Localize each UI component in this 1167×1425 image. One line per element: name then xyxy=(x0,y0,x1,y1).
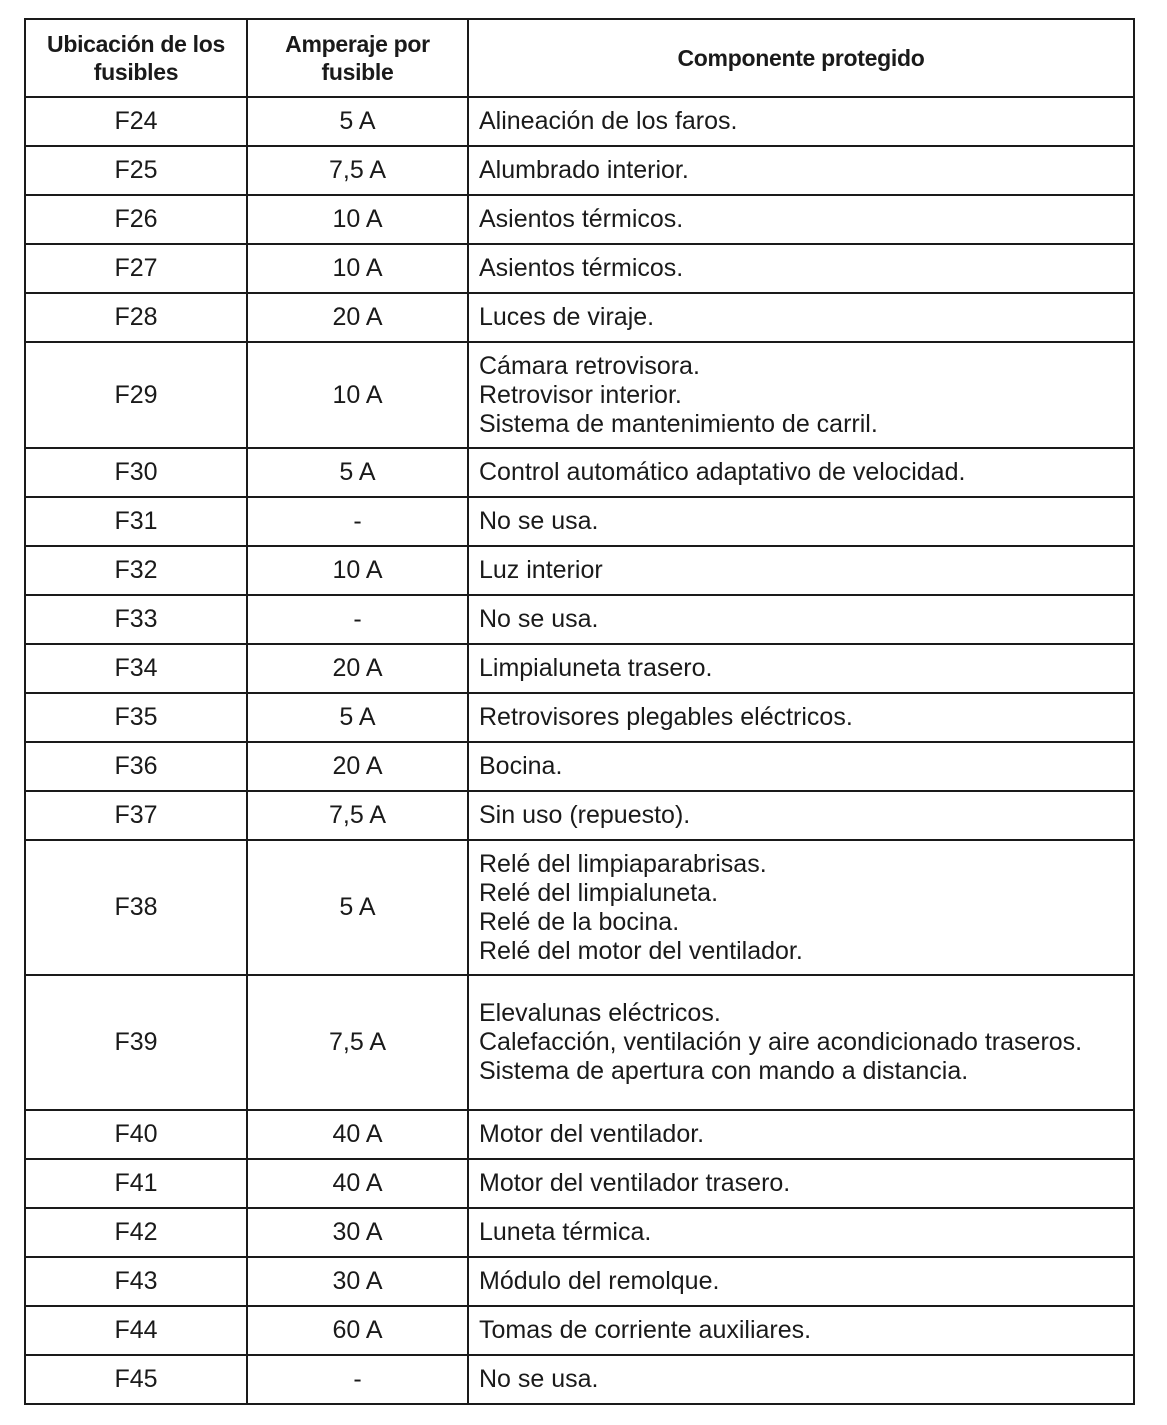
table-row xyxy=(25,1159,1134,1208)
header-amperage: Amperaje por fusible xyxy=(247,19,468,97)
fuse-location-cell: F30 xyxy=(25,448,247,497)
fuse-amperage-cell: 10 A xyxy=(247,342,468,448)
fuse-amperage-cell: 5 A xyxy=(247,840,468,975)
fuse-component-cell xyxy=(468,1257,1134,1306)
fuse-component-cell xyxy=(468,1110,1134,1159)
fuse-location-cell: F36 xyxy=(25,742,247,791)
table-row xyxy=(25,1110,1134,1159)
fuse-location-cell: F29 xyxy=(25,342,247,448)
fuse-component-cell xyxy=(468,244,1134,293)
fuse-location-cell: F39 xyxy=(25,975,247,1110)
table-row xyxy=(25,546,1134,595)
fuse-location-cell: F32 xyxy=(25,546,247,595)
component-line: Sin uso (repuesto). xyxy=(479,801,691,829)
component-line: Cámara retrovisora. xyxy=(479,351,700,380)
fuse-location-cell: F45 xyxy=(25,1355,247,1404)
component-line: Control automático adaptativo de velocidad. xyxy=(479,458,966,486)
fuse-component-cell xyxy=(468,293,1134,342)
fuse-amperage-cell: - xyxy=(247,595,468,644)
component-line: Luces de viraje. xyxy=(479,303,655,331)
component-line: Motor del ventilador. xyxy=(479,1120,705,1148)
fuse-component-cell xyxy=(468,975,1134,1110)
table-row xyxy=(25,644,1134,693)
fuse-amperage-cell: 40 A xyxy=(247,1159,468,1208)
component-line: Módulo del remolque. xyxy=(479,1267,720,1295)
fuse-amperage-cell: 7,5 A xyxy=(247,975,468,1110)
fuse-amperage-cell: 10 A xyxy=(247,195,468,244)
fuse-component-cell xyxy=(468,693,1134,742)
fuse-location-cell: F37 xyxy=(25,791,247,840)
table-row xyxy=(25,146,1134,195)
fuse-component-cell xyxy=(468,1306,1134,1355)
table-row xyxy=(25,244,1134,293)
fuse-component-cell xyxy=(468,644,1134,693)
table-row xyxy=(25,742,1134,791)
fuse-location-cell: F33 xyxy=(25,595,247,644)
table-row xyxy=(25,1257,1134,1306)
component-line: Retrovisor interior. xyxy=(479,380,682,409)
component-line: Limpialuneta trasero. xyxy=(479,654,713,682)
fuse-amperage-cell: 5 A xyxy=(247,448,468,497)
fuse-amperage-cell: 20 A xyxy=(247,742,468,791)
header-component: Componente protegido xyxy=(468,19,1134,97)
fuse-location-cell: F26 xyxy=(25,195,247,244)
header-row xyxy=(25,19,1134,97)
fuse-component-cell xyxy=(468,195,1134,244)
fuse-amperage-cell: 40 A xyxy=(247,1110,468,1159)
table-row xyxy=(25,448,1134,497)
fuse-location-cell: F24 xyxy=(25,97,247,146)
component-line: Relé del limpialuneta. xyxy=(479,878,719,907)
fuse-location-cell: F31 xyxy=(25,497,247,546)
header-location: Ubicación de los fusibles xyxy=(25,19,247,97)
component-line: Calefacción, ventilación y aire acondicionado traseros. xyxy=(479,1028,1083,1056)
table-row xyxy=(25,497,1134,546)
component-line: No se usa. xyxy=(479,507,599,535)
fuse-location-cell: F25 xyxy=(25,146,247,195)
fuse-location-cell: F34 xyxy=(25,644,247,693)
component-line: Relé del motor del ventilador. xyxy=(479,936,803,965)
component-line: Elevalunas eléctricos. xyxy=(479,999,721,1027)
fuse-component-cell xyxy=(468,146,1134,195)
fuse-amperage-cell: 10 A xyxy=(247,546,468,595)
fuse-location-cell: F40 xyxy=(25,1110,247,1159)
fuse-component-cell xyxy=(468,791,1134,840)
fuse-component-cell xyxy=(468,97,1134,146)
fuse-component-cell xyxy=(468,742,1134,791)
table-row xyxy=(25,195,1134,244)
fuse-component-cell xyxy=(468,595,1134,644)
component-line: Relé del limpiaparabrisas. xyxy=(479,849,767,878)
fuse-amperage-cell: 7,5 A xyxy=(247,146,468,195)
table-row xyxy=(25,595,1134,644)
fuse-component-cell xyxy=(468,342,1134,448)
component-line: No se usa. xyxy=(479,1365,599,1393)
component-line: Asientos térmicos. xyxy=(479,254,684,282)
fuse-location-cell: F43 xyxy=(25,1257,247,1306)
fuse-component-cell xyxy=(468,1355,1134,1404)
component-line: Luneta térmica. xyxy=(479,1218,652,1246)
fuse-amperage-cell: 20 A xyxy=(247,293,468,342)
component-line: Alineación de los faros. xyxy=(479,107,738,135)
fuse-component-cell xyxy=(468,448,1134,497)
fuse-location-cell: F44 xyxy=(25,1306,247,1355)
fuse-component-cell xyxy=(468,497,1134,546)
component-line: Alumbrado interior. xyxy=(479,156,689,184)
fuse-amperage-cell: 5 A xyxy=(247,693,468,742)
fuse-amperage-cell: - xyxy=(247,1355,468,1404)
table-row xyxy=(25,1306,1134,1355)
fuse-location-cell: F38 xyxy=(25,840,247,975)
component-line: Bocina. xyxy=(479,752,563,780)
table-row xyxy=(25,293,1134,342)
fuse-amperage-cell: 10 A xyxy=(247,244,468,293)
component-line: Relé de la bocina. xyxy=(479,907,680,936)
fuse-location-cell: F27 xyxy=(25,244,247,293)
table-row xyxy=(25,1355,1134,1404)
fuse-amperage-cell: 7,5 A xyxy=(247,791,468,840)
fuse-component-cell xyxy=(468,840,1134,975)
component-line: Motor del ventilador trasero. xyxy=(479,1169,791,1197)
table-row xyxy=(25,97,1134,146)
component-line: Retrovisores plegables eléctricos. xyxy=(479,703,853,731)
fuse-location-cell: F42 xyxy=(25,1208,247,1257)
component-line: Sistema de apertura con mando a distancia. xyxy=(479,1057,969,1085)
table-row xyxy=(25,342,1134,448)
component-line: Luz interior xyxy=(479,556,603,584)
fuse-amperage-cell: - xyxy=(247,497,468,546)
fuse-component-cell xyxy=(468,1159,1134,1208)
table-row xyxy=(25,791,1134,840)
table-row xyxy=(25,1208,1134,1257)
table-body xyxy=(25,97,1134,1404)
fuse-location-cell: F41 xyxy=(25,1159,247,1208)
fuse-amperage-cell: 5 A xyxy=(247,97,468,146)
table-row xyxy=(25,693,1134,742)
component-line: Tomas de corriente auxiliares. xyxy=(479,1316,812,1344)
fuse-amperage-cell: 60 A xyxy=(247,1306,468,1355)
fuse-component-cell xyxy=(468,1208,1134,1257)
fuse-location-cell: F35 xyxy=(25,693,247,742)
fuse-component-cell xyxy=(468,546,1134,595)
fuse-amperage-cell: 30 A xyxy=(247,1257,468,1306)
component-line: No se usa. xyxy=(479,605,599,633)
table-row xyxy=(25,840,1134,975)
component-line: Asientos térmicos. xyxy=(479,205,684,233)
fuse-amperage-cell: 20 A xyxy=(247,644,468,693)
fuse-table xyxy=(24,18,1135,1405)
fuse-location-cell: F28 xyxy=(25,293,247,342)
component-line: Sistema de mantenimiento de carril. xyxy=(479,409,878,438)
table-row xyxy=(25,975,1134,1110)
fuse-amperage-cell: 30 A xyxy=(247,1208,468,1257)
